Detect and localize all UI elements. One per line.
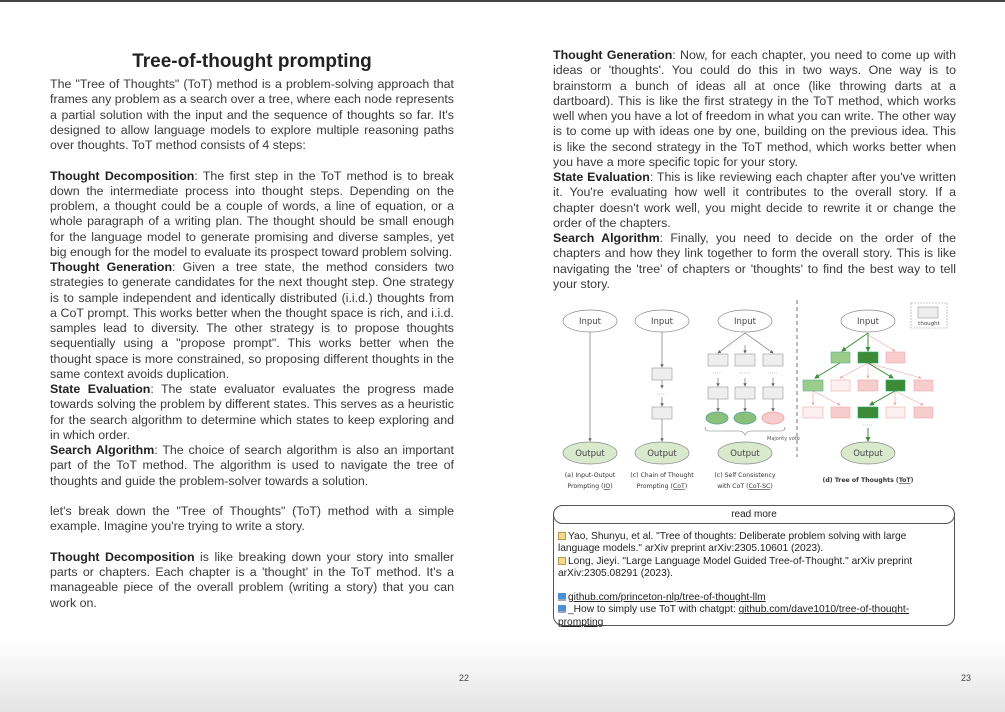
page-title: Tree-of-thought prompting bbox=[132, 51, 372, 72]
computer-icon bbox=[558, 605, 566, 613]
tot-comparison-figure bbox=[555, 295, 955, 495]
caption-cot-sc: (c) Self Consistency bbox=[714, 472, 776, 479]
svg-text:Output: Output bbox=[853, 449, 883, 459]
svg-text:Input: Input bbox=[856, 317, 880, 327]
right-column bbox=[553, 48, 956, 292]
caption-tot: (d) Tree of Thoughts (ToT) bbox=[822, 477, 914, 484]
caption-cot: (c) Chain of Thought bbox=[630, 472, 694, 479]
read-more-button[interactable]: read more bbox=[553, 505, 955, 524]
svg-text:Prompting (CoT): Prompting (CoT) bbox=[636, 483, 688, 490]
references: Yao, Shunyu, et al. "Tree of thoughts: Deliberate problem solving with large language models." arXiv preprint arXiv:2305.10601 (2023). Long, Jieyi. "Large Language Model Guided Tree-of-Thought." arXiv preprint arXiv:2305.08291 (2023). github.com/princeton-nlp/tree-of-thought-llm _How to simply use ToT with chatgpt: github.com/dave1010/tree-of-thought-prompting bbox=[558, 531, 950, 629]
caption-io: (a) Input-Output bbox=[564, 472, 616, 479]
svg-text:Output: Output bbox=[730, 449, 760, 459]
memo-icon bbox=[558, 557, 566, 565]
svg-text:Output: Output bbox=[575, 449, 605, 459]
github-link-princeton[interactable]: github.com/princeton-nlp/tree-of-thought-llm bbox=[568, 592, 766, 604]
example-intro: let's break down the "Tree of Thoughts" (ToT) method with a simple example. Imagine you're trying to write a story. bbox=[50, 504, 454, 534]
svg-text:Majority vote: Majority vote bbox=[767, 436, 800, 442]
svg-text:Output: Output bbox=[647, 449, 677, 459]
svg-text:Input: Input bbox=[733, 317, 757, 327]
reference-item: Long, Jieyi. "Large Language Model Guided Tree-of-Thought." arXiv preprint arXiv:2305.08291 (2023). bbox=[558, 555, 913, 579]
example-evaluation: State Evaluation: This is like reviewing each chapter after you've written it. You're evaluating how well it contributes to the overall story. If a chapter doesn't work well, you might decide to rewrite it or change the order of the chapters. bbox=[553, 170, 956, 230]
example-generation: Thought Generation: Now, for each chapter, you need to come up with ideas or 'thoughts'. You could do this in two ways. One way is to brainstorm a bunch of ideas all at once (like throwing darts at a dartboard). This is like the first strategy in the ToT method, which works well when you have a lot of freedom in what you can write. The other way is to come up with ideas one by one, building on the previous idea. This is like the second strategy in the ToT method, which works better when you have a more specific topic for your story. bbox=[553, 48, 956, 169]
step-decomposition: Thought Decomposition: The first step in the ToT method is to break down the intermediate process into thought steps. Depending on the problem, a thought could be a couple of words, a line of equation, or a whole paragraph of a writing plan. The thought should be small enough for the language model to generate promising and diverse samples, yet big enough for the model to evaluate its prospect toward problem solving. bbox=[50, 168, 454, 259]
svg-text:Input: Input bbox=[650, 317, 674, 327]
left-column bbox=[50, 77, 454, 611]
github-link-dave1010[interactable]: github.com/dave1010/tree-of-thought-prompting bbox=[558, 604, 910, 628]
page-shadow bbox=[0, 640, 1005, 712]
step-search: Search Algorithm: The choice of search algorithm is also an important part of the ToT method. The algorithm is used to navigate the tree of thoughts and guide the problem-solver towards a solution. bbox=[50, 443, 454, 488]
svg-text:Prompting (IO): Prompting (IO) bbox=[567, 483, 613, 490]
example-decomposition: Thought Decomposition is like breaking down your story into smaller parts or chapters. Each chapter is a 'thought' in the ToT method. It's a manageable piece of the overall problem (writing a story) that you can work on. bbox=[50, 549, 454, 610]
step-evaluation: State Evaluation: The state evaluator evaluates the progress made towards solving the problem by different states. This serves as a heuristic for the search algorithm to determine which states to keep exploring and in which order. bbox=[50, 382, 454, 442]
svg-text:thought: thought bbox=[918, 321, 940, 327]
svg-text:Input: Input bbox=[578, 317, 602, 327]
svg-text:with CoT (CoT-SC): with CoT (CoT-SC) bbox=[717, 483, 773, 490]
example-search: Search Algorithm: Finally, you need to decide on the order of the chapters and how they link together to form the overall story. This is like navigating the 'tree' of chapters or 'thoughts' to find the best way to tell your story. bbox=[553, 231, 956, 291]
read-more-box bbox=[553, 505, 955, 626]
page-number-right: 23 bbox=[961, 673, 972, 683]
step-generation: Thought Generation: Given a tree state, the method considers two strategies to generate candidates for the next thought step. One strategy is to sample independent and identically distributed (i.i.d.) thoughts from a CoT prompt. This works better when the thought space is rich, and i.i.d. samples lead to diversity. The other strategy is to propose thoughts sequentially using a "propose prompt". This works better when the thought space is more constrained, so proposing different thoughts in the same context avoids duplication. bbox=[50, 260, 455, 381]
top-border bbox=[0, 0, 1005, 2]
memo-icon bbox=[558, 532, 566, 540]
reference-item: Yao, Shunyu, et al. "Tree of thoughts: Deliberate problem solving with large language models." arXiv preprint arXiv:2305.10601 (2023). bbox=[558, 531, 907, 555]
page-number-left: 22 bbox=[459, 673, 470, 683]
computer-icon bbox=[558, 593, 566, 601]
intro-paragraph: The "Tree of Thoughts" (ToT) method is a problem-solving approach that frames any problem as a search over a tree, where each node represents a partial solution with the input and the sequence of thoughts so far. It's designed to allow language models to explore multiple reasoning paths over thoughts. ToT method consists of 4 steps: bbox=[50, 77, 454, 152]
